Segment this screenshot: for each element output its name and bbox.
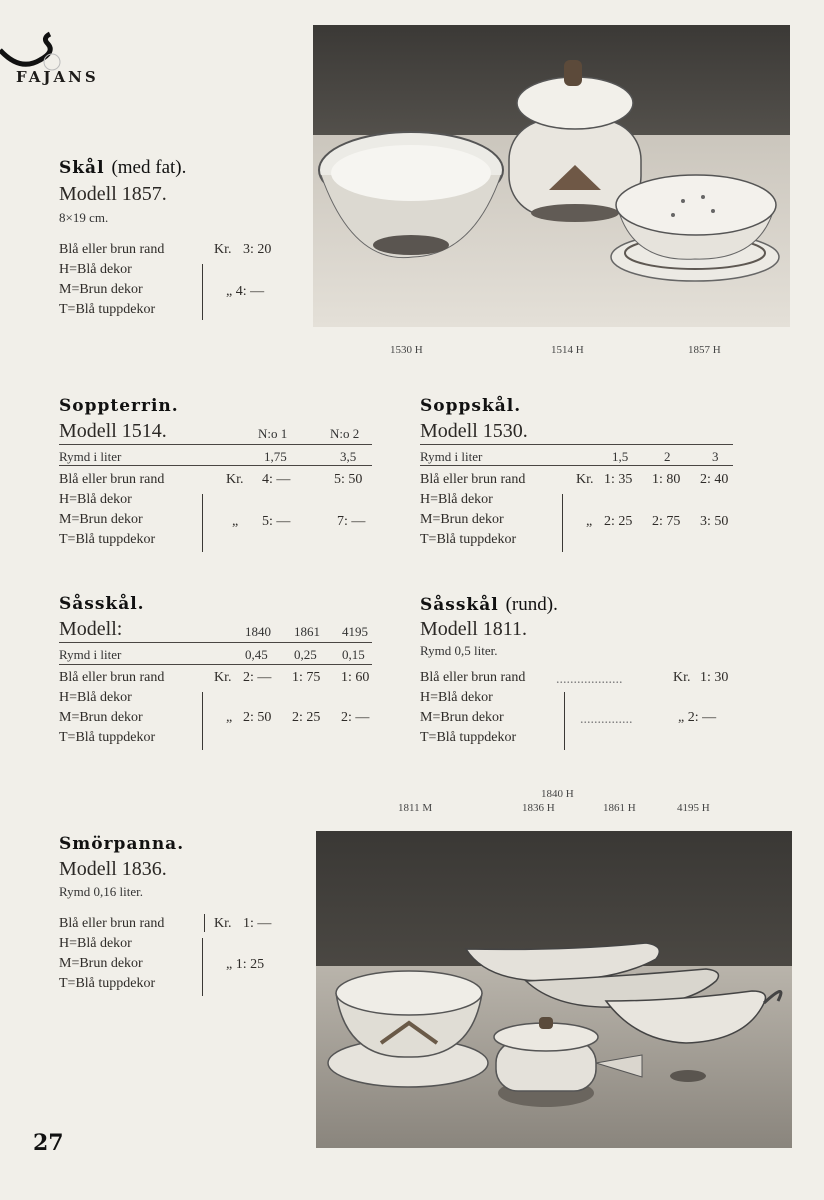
divider [59,444,372,445]
smorpanna-rymd: Rymd 0,16 liter. [59,884,143,899]
list-item: T=Blå tuppdekor [420,730,517,745]
soppskal-title: Soppskål. [420,396,522,416]
skal-rows [59,240,164,320]
skal-subtitle: (med fat). [111,157,187,178]
soppskal-price-2b: 2: 75 [652,514,681,529]
sasskal-price-2c: 2: — [341,710,370,725]
sasskal-price-1a: 2: — [243,670,272,685]
skal-kr: Kr. [214,242,232,257]
smorpanna-title: Smörpanna. [59,834,185,854]
skal-model: Modell 1857. [59,183,167,205]
soppskal-rymd: Rymd i liter [420,449,483,464]
list-item: M=Brun dekor [420,512,504,527]
soppterrin-ditto: „ [232,514,239,529]
sasskal-price-1b: 1: 75 [292,670,321,685]
sasskal-rund-title: Såsskål [420,595,499,615]
soppskal-vol3: 3 [712,449,719,464]
sasskal-rund-price-dekor: „ 2: — [678,710,717,725]
soppterrin-price-2a: 5: — [262,514,291,529]
skal-size: 8×19 cm. [59,210,109,225]
list-item: Blå eller brun rand [420,670,526,685]
soppskal-ditto: „ [586,514,593,529]
list-item: H=Blå dekor [59,936,132,951]
divider [59,465,372,466]
soppskal-model: Modell 1530. [420,420,528,442]
section-label: FAJANS [16,68,99,86]
sasskal-rows [59,668,164,748]
list-item: H=Blå dekor [59,492,132,507]
sasskal-vol3: 0,15 [342,647,365,662]
sasskal-price-2b: 2: 25 [292,710,321,725]
sasskal-rund-price-rand: 1: 30 [700,670,729,685]
sasskal-vol2: 0,25 [294,647,317,662]
list-item: M=Brun dekor [59,512,143,527]
list-item: H=Blå dekor [59,262,132,277]
list-item: H=Blå dekor [420,690,493,705]
sasskal-rund-title-block [420,594,558,616]
list-item: H=Blå dekor [59,690,132,705]
soppterrin-vol1: 1,75 [264,449,287,464]
brace [198,264,203,320]
photo-bottom [316,831,792,1148]
list-item: T=Blå tuppdekor [420,532,517,547]
skal-price-dekor: „ 4: — [226,284,265,299]
sasskal-ditto: „ [226,710,233,725]
sasskal-rymd: Rymd i liter [59,647,122,662]
soppterrin-model: Modell 1514. [59,420,167,442]
list-item: T=Blå tuppdekor [59,532,156,547]
photo-caption-1811: 1811 M [398,802,433,814]
sasskal-kr: Kr. [214,670,232,685]
smorpanna-model: Modell 1836. [59,858,167,880]
soppskal-price-2c: 3: 50 [700,514,729,529]
skal-price-rand: 3: 20 [243,242,272,257]
soppterrin-rows [59,470,164,550]
brace [198,692,203,750]
sasskal-rund-rymd: Rymd 0,5 liter. [420,643,498,658]
sasskal-rund-model: Modell 1811. [420,618,528,640]
smorpanna-kr: Kr. [214,916,232,931]
soppterrin-vol2: 3,5 [340,449,357,464]
page-number: 27 [33,1130,64,1156]
list-item: M=Brun dekor [59,956,143,971]
list-item: T=Blå tuppdekor [59,302,156,317]
soppterrin-col1: N:o 1 [258,426,288,441]
sasskal-model-1861: 1861 [294,624,320,639]
brace [200,914,205,932]
leader-dots: ............... [580,712,633,727]
smorpanna-price-dekor: „ 1: 25 [226,957,265,972]
soppterrin-kr: Kr. [226,472,244,487]
brace [560,692,565,750]
soppskal-vol1: 1,5 [612,449,629,464]
sasskal-rund-subtitle: (rund). [505,594,558,615]
list-item: Blå eller brun rand [420,472,526,487]
list-item: T=Blå tuppdekor [59,730,156,745]
brace [558,494,563,552]
sasskal-model: Modell: [59,618,123,640]
soppterrin-price-2b: 7: — [337,514,366,529]
photo-caption-1836: 1836 H [522,802,555,814]
list-item: M=Brun dekor [59,282,143,297]
list-item: M=Brun dekor [420,710,504,725]
soppterrin-title: Soppterrin. [59,396,179,416]
list-item: Blå eller brun rand [59,472,165,487]
list-item: H=Blå dekor [420,492,493,507]
sasskal-title: Såsskål. [59,594,145,614]
soppskal-price-1b: 1: 80 [652,472,681,487]
soppskal-rows [420,470,525,550]
divider [59,642,372,643]
skal-title-block [59,157,186,179]
list-item: Blå eller brun rand [59,916,165,931]
sasskal-model-1840: 1840 [245,624,271,639]
photo-caption-1840: 1840 H [541,788,574,800]
soppskal-kr: Kr. [576,472,594,487]
photo-top-image [313,25,790,327]
sasskal-model-4195: 4195 [342,624,368,639]
photo-top [313,25,790,327]
sasskal-price-1c: 1: 60 [341,670,370,685]
photo-caption-1514: 1514 H [551,344,584,356]
divider [420,444,733,445]
soppterrin-rymd: Rymd i liter [59,449,122,464]
sasskal-vol1: 0,45 [245,647,268,662]
sasskal-rund-rows [420,668,525,748]
list-item: T=Blå tuppdekor [59,976,156,991]
photo-bottom-image [316,831,792,1148]
brace [198,938,203,996]
soppterrin-price-1a: 4: — [262,472,291,487]
divider [420,465,733,466]
brace [198,494,203,552]
binding-string-icon [0,22,70,72]
photo-caption-4195: 4195 H [677,802,710,814]
soppskal-price-2a: 2: 25 [604,514,633,529]
list-item: Blå eller brun rand [59,670,165,685]
photo-caption-1530: 1530 H [390,344,423,356]
skal-title: Skål [59,158,105,178]
photo-caption-1857: 1857 H [688,344,721,356]
leader-dots: ................... [556,672,623,687]
soppterrin-price-1b: 5: 50 [334,472,363,487]
soppterrin-col2: N:o 2 [330,426,360,441]
smorpanna-rows [59,914,164,994]
list-item: M=Brun dekor [59,710,143,725]
sasskal-rund-kr: Kr. [673,670,691,685]
soppskal-vol2: 2 [664,449,671,464]
divider [59,664,372,665]
list-item: Blå eller brun rand [59,242,165,257]
smorpanna-price-rand: 1: — [243,916,272,931]
photo-caption-1861: 1861 H [603,802,636,814]
soppskal-price-1a: 1: 35 [604,472,633,487]
soppskal-price-1c: 2: 40 [700,472,729,487]
sasskal-price-2a: 2: 50 [243,710,272,725]
